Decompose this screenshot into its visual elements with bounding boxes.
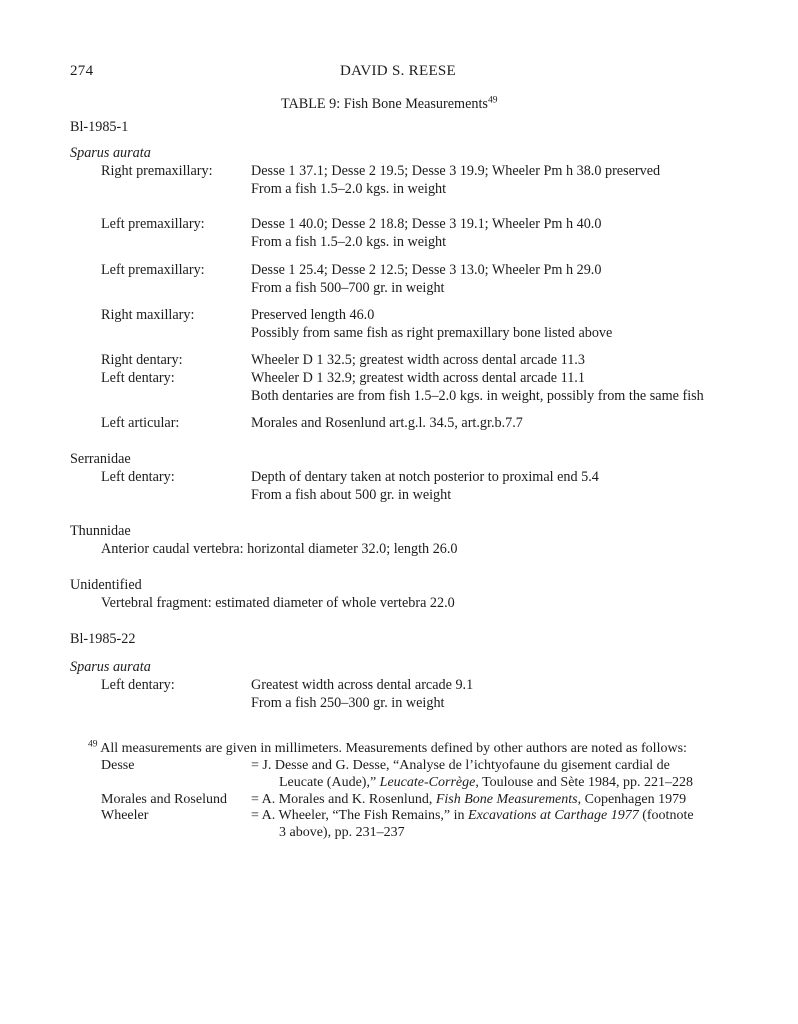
entry-note: Anterior caudal vertebra: horizontal diameter 32.0; length 26.0 [101,541,458,557]
footnote-intro [88,740,687,758]
entry-line: Greatest width across dental arcade 9.1 [251,677,474,693]
section-heading: Bl-1985-22 [70,631,136,647]
table-title-text: TABLE 9: Fish Bone Measurements [281,96,488,112]
citation-title: Leucate-Corrège [379,775,476,790]
entry-line: Possibly from same fish as right premaxillary bone listed above [251,325,613,341]
entry-line: From a fish 1.5–2.0 kgs. in weight [251,234,447,250]
entry-label: Right premaxillary: [101,163,213,179]
entry-label: Left dentary: [101,370,175,386]
entry-line: Preserved length 46.0 [251,307,375,323]
entry-line: Morales and Rosenlund art.g.l. 34.5, art.gr.b.7.7 [251,415,523,431]
taxon-heading: Serranidae [70,451,131,467]
entry-line: From a fish 500–700 gr. in weight [251,280,445,296]
entry-line: From a fish about 500 gr. in weight [251,487,452,503]
taxon-heading: Thunnidae [70,523,131,539]
entry-line: Desse 1 40.0; Desse 2 18.8; Desse 3 19.1; Wheeler Pm h 40.0 [251,216,602,232]
footnote-ref-text: = J. Desse and G. Desse, “Analyse de l’ichtyofaune du gisement cardial de [251,758,670,773]
entry-label: Left premaxillary: [101,216,205,232]
citation-title: Fish Bone Measurements [435,792,578,807]
entry-line: From a fish 1.5–2.0 kgs. in weight [251,181,447,197]
table-title [281,95,497,113]
footnote-intro-text: All measurements are given in millimeters. Measurements defined by other authors are noted as follows: [100,741,687,756]
footnote-ref-key: Wheeler [101,808,149,823]
footnote-ref-key: Desse [101,758,135,773]
section-heading: Bl-1985-1 [70,119,129,135]
entry-label: Right dentary: [101,352,183,368]
entry-line: Desse 1 37.1; Desse 2 19.5; Desse 3 19.9; Wheeler Pm h 38.0 preserved [251,163,661,179]
taxon-heading: Sparus aurata [70,659,151,675]
entry-line: Wheeler D 1 32.9; greatest width across dental arcade 11.1 [251,370,585,386]
footnote-ref-text: 3 above), pp. 231–237 [279,825,405,840]
taxon-heading: Sparus aurata [70,145,151,161]
entry-label: Left premaxillary: [101,262,205,278]
footnote-number: 49 [88,739,98,750]
footnote-reference: 49 [487,95,498,106]
entry-line: Wheeler D 1 32.5; greatest width across dental arcade 11.3 [251,352,585,368]
footnote-ref-text: Leucate (Aude),” Leucate-Corrège, Toulouse and Sète 1984, pp. 221–228 [279,775,694,790]
entry-line: Depth of dentary taken at notch posterior to proximal end 5.4 [251,469,599,485]
footnote-ref-key: Morales and Roselund [101,792,227,807]
entry-label: Left dentary: [101,677,175,693]
entry-note: Vertebral fragment: estimated diameter of whole vertebra 22.0 [101,595,455,611]
entry-label: Right maxillary: [101,307,195,323]
entry-line: Both dentaries are from fish 1.5–2.0 kgs. in weight, possibly from the same fish [251,388,704,404]
footnote-ref-text: = A. Morales and K. Rosenlund, Fish Bone Measurements, Copenhagen 1979 [251,792,687,807]
taxon-heading: Unidentified [70,577,142,593]
entry-label: Left dentary: [101,469,175,485]
page-number: 274 [70,63,94,79]
citation-title: Excavations at Carthage 1977 [468,808,639,823]
running-head-author: DAVID S. REESE [340,63,457,79]
entry-line: From a fish 250–300 gr. in weight [251,695,445,711]
entry-label: Left articular: [101,415,180,431]
footnote-ref-text: = A. Wheeler, “The Fish Remains,” in Excavations at Carthage 1977 (footnote [251,808,694,823]
entry-line: Desse 1 25.4; Desse 2 12.5; Desse 3 13.0; Wheeler Pm h 29.0 [251,262,602,278]
